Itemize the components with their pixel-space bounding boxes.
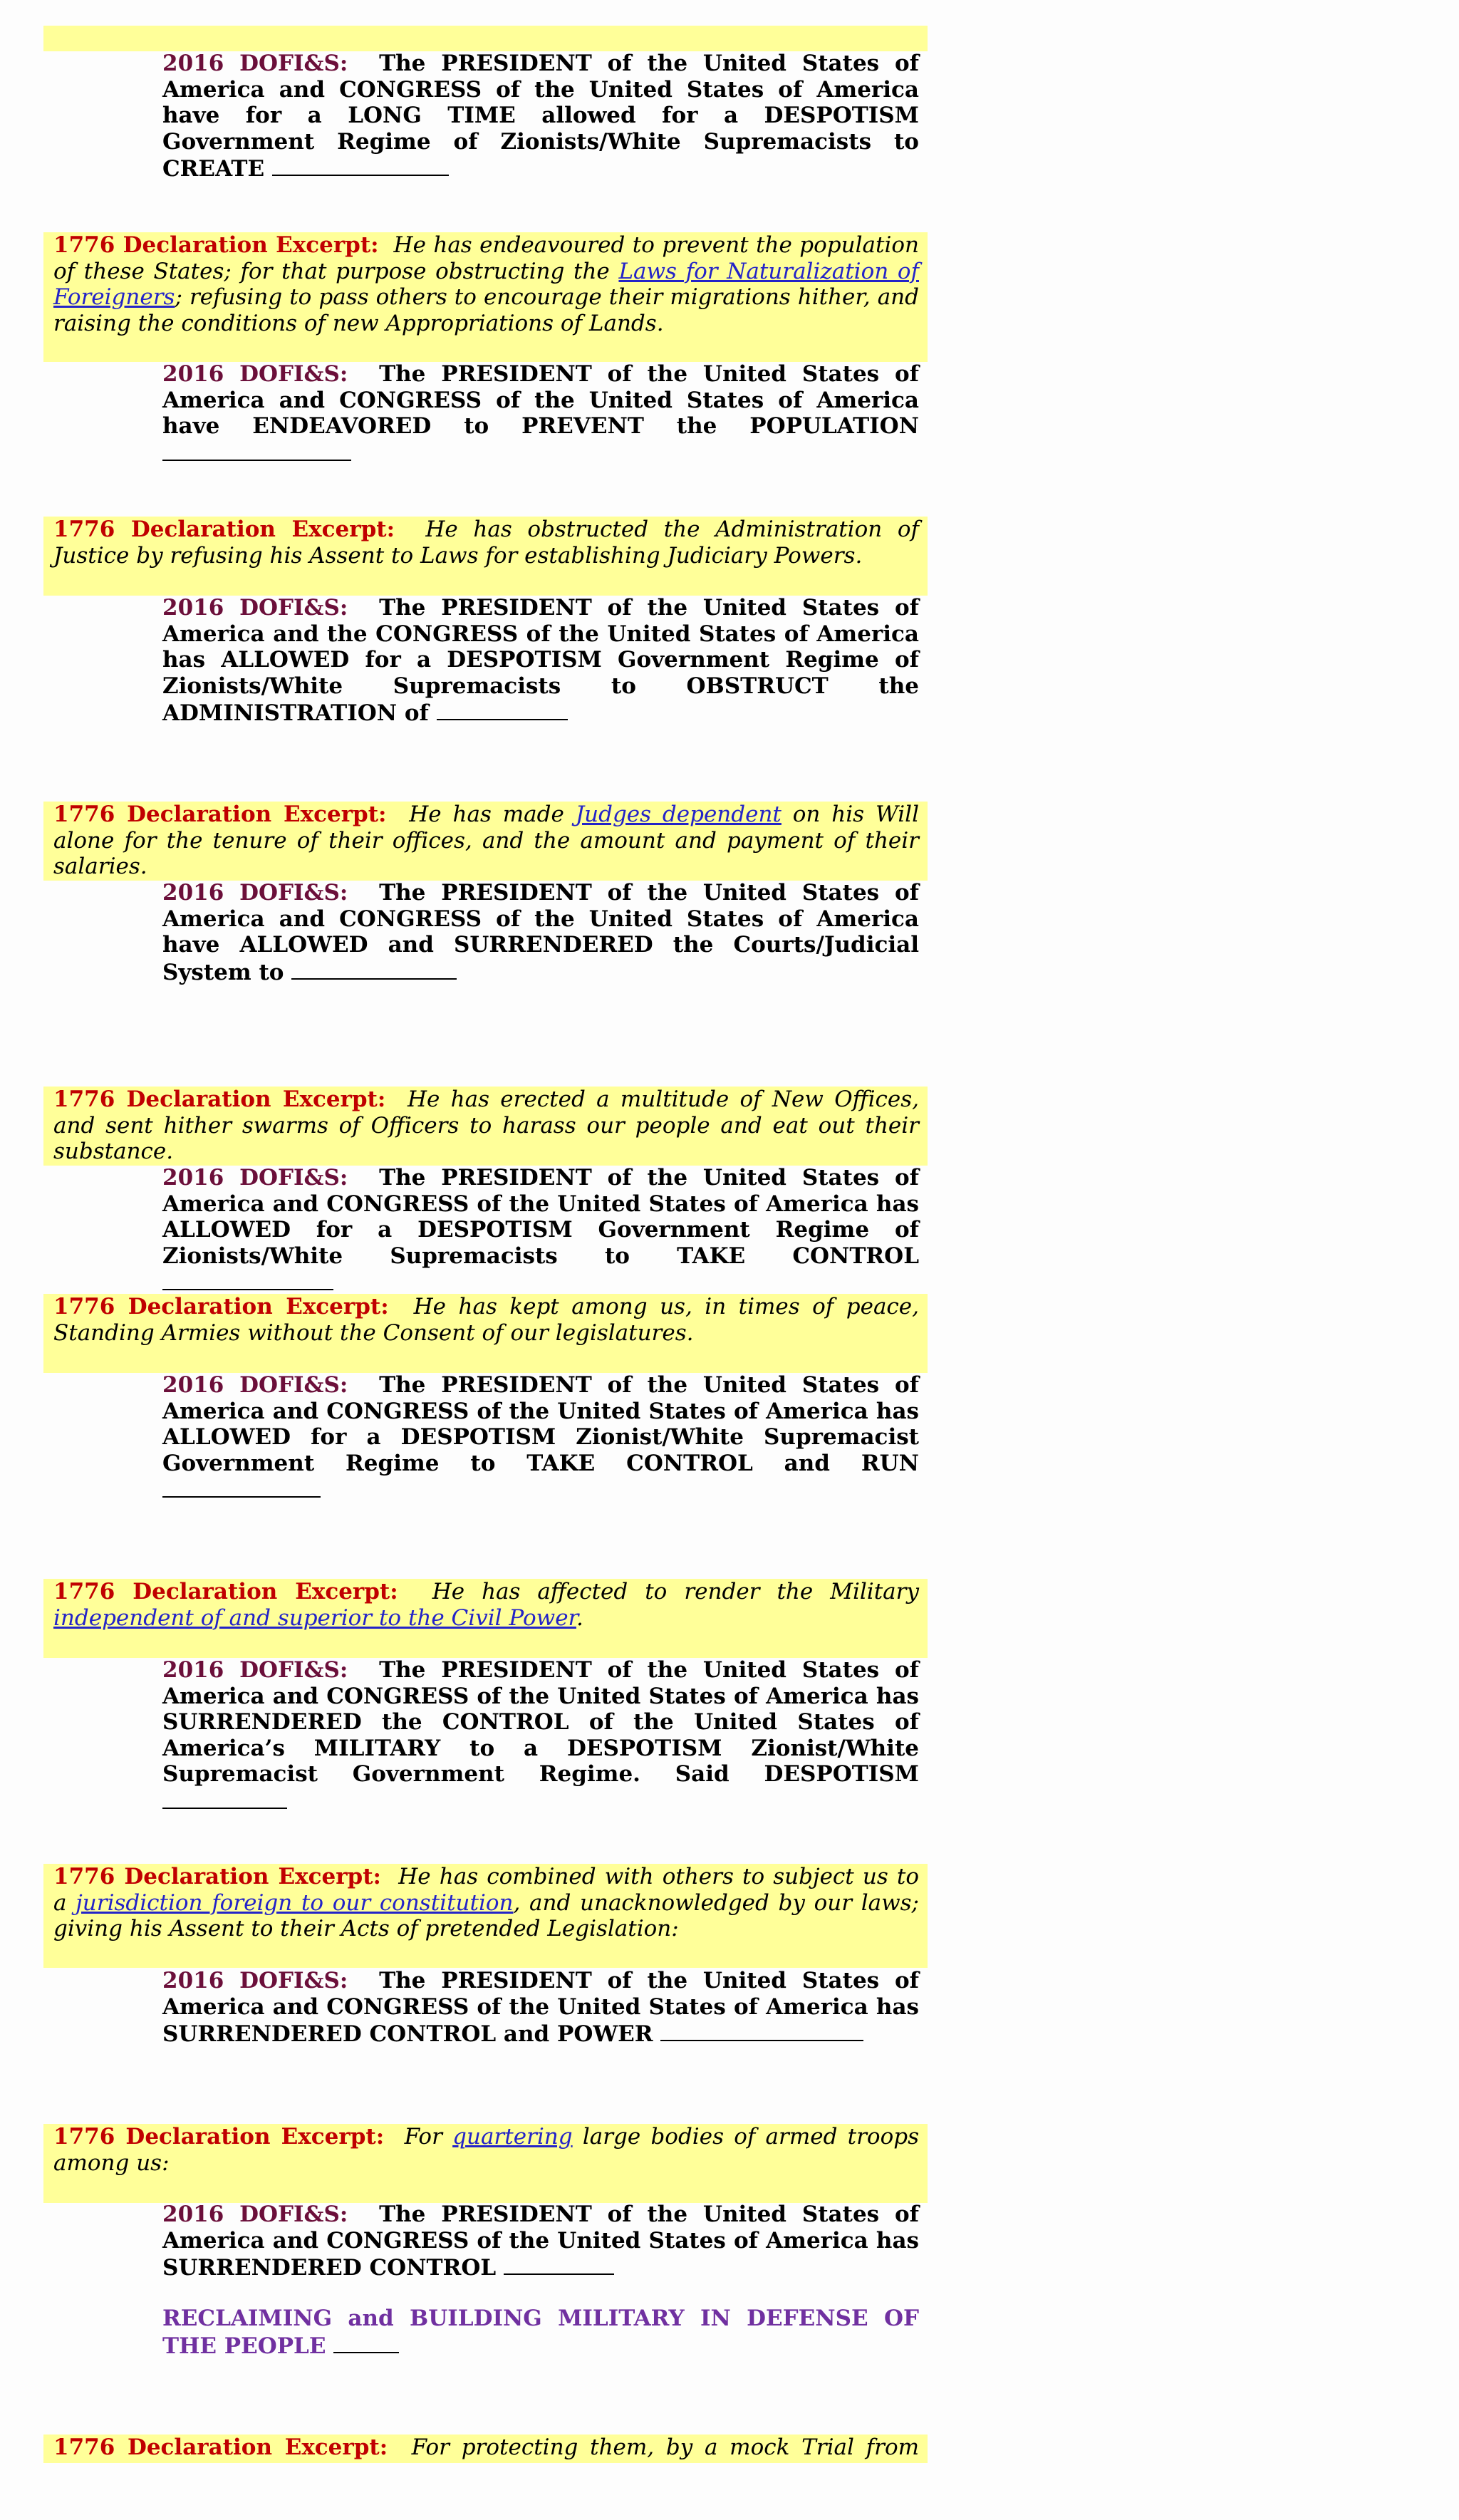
dofi-paragraph [162,51,919,182]
dofi-label: 2016 DOFI&S: [162,1372,348,1398]
declaration-excerpt [53,2435,919,2461]
dofi-label: 2016 DOFI&S: [162,880,348,906]
declaration-excerpt [53,1864,919,1942]
excerpt-text: He has combined with others to subject us to a [53,1864,920,1916]
excerpt-label: 1776 Declaration Excerpt: [53,802,387,827]
fill-in-blank [272,155,449,176]
dofi-paragraph [162,2202,919,2281]
dofi-paragraph [162,1372,919,1504]
dofi-text: The PRESIDENT of the United States of America and CONGRESS of the United States of America has SURRENDERED CONTROL and POWER [162,1968,919,2047]
excerpt-text: He has made [409,802,576,827]
dofi-text: The PRESIDENT of the United States of America and CONGRESS of the United States of America have ALLOWED and SURRENDERED the Courts/Judicial System to [162,880,919,985]
dofi-paragraph [162,880,919,985]
dofi-text: The PRESIDENT of the United States of America and CONGRESS of the United States of America have for a LONG TIME allowed for a DESPOTISM Government Regime of Zionists/White Supremacists to CREATE [162,51,919,182]
fill-in-blank [437,699,568,720]
dofi-text: The PRESIDENT of the United States of America and CONGRESS of the United States of America has SURRENDERED CONTROL [162,2202,919,2281]
dofi-text: The PRESIDENT of the United States of America and the CONGRESS of the United States of America has ALLOWED for a DESPOTISM Government Regime of Zionists/White Supremacists to OBSTRUCT the ADMINISTRATION of [162,595,919,726]
highlight-band [43,26,928,51]
excerpt-label: 1776 Declaration Excerpt: [53,2124,385,2150]
excerpt-label: 1776 Declaration Excerpt: [53,1294,389,1319]
fill-in-blank [660,2020,863,2041]
dofi-paragraph [162,1165,919,1297]
excerpt-text: He has affected to render the Military [432,1579,919,1604]
reclaiming-heading [162,2306,919,2359]
fill-in-blank [162,1788,287,1809]
excerpt-text: ; refusing to pass others to encourage their migrations hither, and raising the conditions of new Appropriations of Lands. [53,284,919,336]
dofi-label: 2016 DOFI&S: [162,1165,348,1191]
excerpt-label: 1776 Declaration Excerpt: [53,1087,386,1112]
dofi-paragraph [162,1657,919,1815]
fill-in-blank [162,440,351,461]
dofi-paragraph [162,361,919,467]
excerpt-text: large bodies of armed troops among us: [53,2124,920,2176]
dofi-text: The PRESIDENT of the United States of America and CONGRESS of the United States of America has ALLOWED for a DESPOTISM Zionist/White Supremacist Government Regime to TAKE CONTROL and RUN [162,1372,919,1476]
dofi-text: The PRESIDENT of the United States of America and CONGRESS of the United States of America have ENDEAVORED to PREVENT the POPULATION [162,361,919,439]
excerpt-text: He has kept among us, in times of peace, Standing Armies without the Consent of our legislatures. [53,1294,919,1346]
dofi-label: 2016 DOFI&S: [162,361,348,387]
excerpt-text: For protecting them, by a mock Trial from [411,2435,920,2460]
dofi-label: 2016 DOFI&S: [162,1657,348,1683]
dofi-text: The PRESIDENT of the United States of America and CONGRESS of the United States of America has SURRENDERED the CONTROL of the United States of America’s MILITARY to a DESPOTISM Zionist/White Supremacist Government Regime. Said DESPOTISM [162,1657,919,1787]
civil-power-link[interactable]: independent of and superior to the Civil Power [53,1604,576,1631]
declaration-excerpt [53,232,919,336]
excerpt-text: , and unacknowledged by our laws; giving his Assent to their Acts of pretended Legislation: [53,1889,919,1941]
dofi-label: 2016 DOFI&S: [162,51,348,76]
declaration-excerpt [53,1579,919,1631]
excerpt-text: . [576,1604,583,1631]
excerpt-label: 1776 Declaration Excerpt: [53,517,395,542]
declaration-excerpt [53,2124,919,2176]
dofi-label: 2016 DOFI&S: [162,595,348,621]
reclaiming-heading-text: RECLAIMING and BUILDING MILITARY IN DEFENSE OF THE PEOPLE [162,2306,919,2359]
dofi-label: 2016 DOFI&S: [162,2202,348,2227]
fill-in-blank [333,2332,399,2353]
excerpt-text: For [404,2124,453,2150]
declaration-excerpt [53,802,919,880]
excerpt-text: He has obstructed the Administration of Justice by refusing his Assent to Laws for establishing Judiciary Powers. [53,517,920,569]
declaration-excerpt [53,517,919,569]
excerpt-text: He has endeavoured to prevent the population of these States; for that purpose obstructing the [53,232,920,284]
quartering-link[interactable]: quartering [452,2124,573,2150]
fill-in-blank [291,958,457,980]
excerpt-label: 1776 Declaration Excerpt: [53,232,379,258]
fill-in-blank [162,1269,333,1290]
fill-in-blank [162,1476,321,1498]
dofi-label: 2016 DOFI&S: [162,1968,348,1993]
dofi-paragraph [162,595,919,727]
excerpt-label: 1776 Declaration Excerpt: [53,1579,398,1604]
excerpt-label: 1776 Declaration Excerpt: [53,2435,388,2460]
excerpt-text: He has erected a multitude of New Offices, and sent hither swarms of Officers to harass our people and eat out their substance. [53,1087,919,1164]
excerpt-label: 1776 Declaration Excerpt: [53,1864,381,1889]
declaration-excerpt [53,1087,919,1165]
fill-in-blank [504,2254,614,2275]
naturalization-link[interactable]: Laws for Naturalization of Foreigners [53,258,919,310]
judges-dependent-link[interactable]: Judges dependent [575,802,782,827]
dofi-paragraph [162,1968,919,2048]
declaration-excerpt [53,1294,919,1346]
foreign-jurisdiction-link[interactable]: jurisdiction foreign to our constitution [76,1889,514,1916]
dofi-text: The PRESIDENT of the United States of America and CONGRESS of the United States of America has ALLOWED for a DESPOTISM Government Regime of Zionists/White Supremacists to TAKE CONTROL [162,1165,919,1269]
excerpt-text: on his Will alone for the tenure of their offices, and the amount and payment of their salaries. [53,802,920,879]
